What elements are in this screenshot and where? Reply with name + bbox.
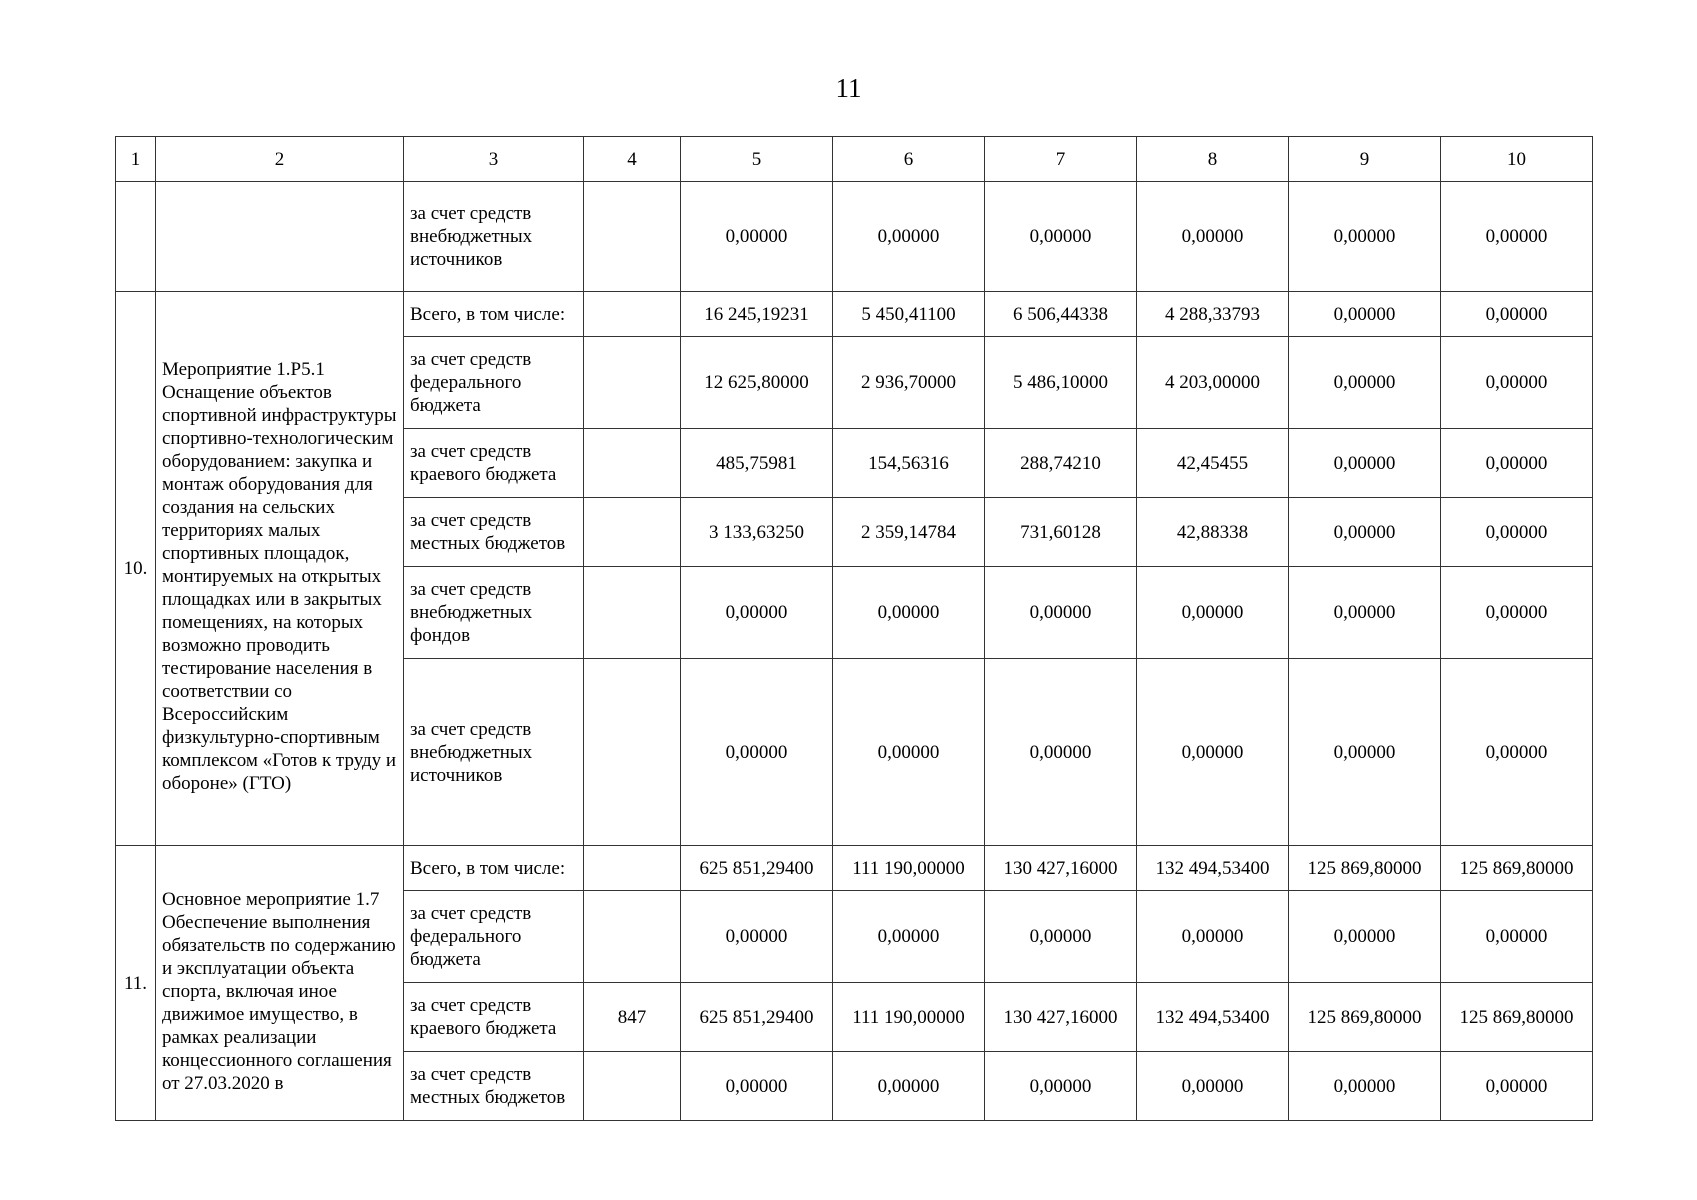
column-header: 4 — [584, 137, 681, 182]
value-cell: 0,00000 — [1441, 659, 1593, 846]
value-cell: 731,60128 — [985, 498, 1137, 567]
value-cell: 0,00000 — [681, 182, 833, 292]
funding-source: за счет средств федерального бюджета — [404, 891, 584, 983]
item-description: Мероприятие 1.Р5.1 Оснащение объектов спортивной инфраструктуры спортивно-технологическим оборудованием: закупка и монтаж оборудования для создания на сельских территориях малых спортивных площадок, монтируемых на открытых площадках или в закрытых помещениях, на которых возможно проводить тестирование населения в соответствии со Всероссийским физкультурно-спортивным комплексом «Готов к труду и обороне» (ГТО) — [156, 292, 404, 846]
value-cell: 0,00000 — [1289, 1052, 1441, 1121]
column-header: 3 — [404, 137, 584, 182]
value-cell: 0,00000 — [1441, 182, 1593, 292]
value-cell: 0,00000 — [1441, 567, 1593, 659]
value-cell: 0,00000 — [985, 659, 1137, 846]
value-cell: 132 494,53400 — [1137, 846, 1289, 891]
budget-table — [115, 136, 1593, 1121]
budget-code — [584, 659, 681, 846]
value-cell: 130 427,16000 — [985, 846, 1137, 891]
value-cell: 125 869,80000 — [1441, 846, 1593, 891]
value-cell: 0,00000 — [1137, 567, 1289, 659]
value-cell: 125 869,80000 — [1441, 983, 1593, 1052]
page-number: 11 — [835, 73, 862, 103]
value-cell: 0,00000 — [833, 182, 985, 292]
value-cell: 0,00000 — [1289, 182, 1441, 292]
column-header: 7 — [985, 137, 1137, 182]
budget-code — [584, 1052, 681, 1121]
value-cell: 0,00000 — [1441, 292, 1593, 337]
value-cell: 0,00000 — [1441, 498, 1593, 567]
value-cell: 0,00000 — [1137, 891, 1289, 983]
value-cell: 125 869,80000 — [1289, 846, 1441, 891]
item-description: Основное мероприятие 1.7 Обеспечение выполнения обязательств по содержанию и эксплуатации объекта спорта, включая иное движимое имущество, в рамках реализации концессионного соглашения от 27.03.2020 в — [156, 846, 404, 1121]
value-cell: 125 869,80000 — [1289, 983, 1441, 1052]
table-row — [116, 182, 1593, 292]
value-cell: 42,45455 — [1137, 429, 1289, 498]
value-cell: 0,00000 — [985, 891, 1137, 983]
value-cell: 0,00000 — [985, 1052, 1137, 1121]
value-cell: 0,00000 — [1441, 1052, 1593, 1121]
value-cell: 12 625,80000 — [681, 337, 833, 429]
value-cell: 0,00000 — [1289, 429, 1441, 498]
value-cell: 42,88338 — [1137, 498, 1289, 567]
value-cell: 111 190,00000 — [833, 983, 985, 1052]
column-header: 2 — [156, 137, 404, 182]
value-cell: 625 851,29400 — [681, 846, 833, 891]
column-header: 6 — [833, 137, 985, 182]
value-cell: 0,00000 — [681, 891, 833, 983]
value-cell: 0,00000 — [985, 567, 1137, 659]
value-cell: 0,00000 — [833, 567, 985, 659]
value-cell: 154,56316 — [833, 429, 985, 498]
funding-source: за счет средств местных бюджетов — [404, 498, 584, 567]
budget-code — [584, 429, 681, 498]
value-cell: 0,00000 — [1289, 292, 1441, 337]
column-header: 1 — [116, 137, 156, 182]
funding-source: за счет средств внебюджетных источников — [404, 659, 584, 846]
funding-source: за счет средств внебюджетных источников — [404, 182, 584, 292]
funding-source: за счет средств краевого бюджета — [404, 429, 584, 498]
value-cell: 0,00000 — [1441, 429, 1593, 498]
table-row — [116, 292, 1593, 337]
value-cell: 6 506,44338 — [985, 292, 1137, 337]
funding-source: за счет средств местных бюджетов — [404, 1052, 584, 1121]
value-cell: 0,00000 — [985, 182, 1137, 292]
value-cell: 0,00000 — [681, 1052, 833, 1121]
value-cell: 2 359,14784 — [833, 498, 985, 567]
value-cell: 0,00000 — [1441, 337, 1593, 429]
value-cell: 0,00000 — [1137, 182, 1289, 292]
description-cell — [156, 182, 404, 292]
funding-source: Всего, в том числе: — [404, 846, 584, 891]
value-cell: 0,00000 — [833, 659, 985, 846]
value-cell: 5 450,41100 — [833, 292, 985, 337]
funding-source: за счет средств внебюджетных фондов — [404, 567, 584, 659]
value-cell: 625 851,29400 — [681, 983, 833, 1052]
column-header: 10 — [1441, 137, 1593, 182]
funding-source: за счет средств федерального бюджета — [404, 337, 584, 429]
value-cell: 0,00000 — [1441, 891, 1593, 983]
value-cell: 0,00000 — [1289, 659, 1441, 846]
value-cell: 2 936,70000 — [833, 337, 985, 429]
column-header: 9 — [1289, 137, 1441, 182]
column-header: 8 — [1137, 137, 1289, 182]
value-cell: 0,00000 — [1289, 567, 1441, 659]
value-cell: 0,00000 — [681, 567, 833, 659]
value-cell: 0,00000 — [833, 891, 985, 983]
value-cell: 0,00000 — [1137, 659, 1289, 846]
item-number-cell — [116, 182, 156, 292]
header-row — [116, 137, 1593, 182]
column-header: 5 — [681, 137, 833, 182]
value-cell: 5 486,10000 — [985, 337, 1137, 429]
budget-code — [584, 498, 681, 567]
value-cell: 4 288,33793 — [1137, 292, 1289, 337]
value-cell: 0,00000 — [1289, 891, 1441, 983]
value-cell: 3 133,63250 — [681, 498, 833, 567]
budget-code — [584, 292, 681, 337]
budget-code — [584, 567, 681, 659]
value-cell: 132 494,53400 — [1137, 983, 1289, 1052]
budget-code — [584, 891, 681, 983]
funding-source: Всего, в том числе: — [404, 292, 584, 337]
budget-code — [584, 182, 681, 292]
value-cell: 0,00000 — [1137, 1052, 1289, 1121]
value-cell: 0,00000 — [1289, 337, 1441, 429]
budget-code — [584, 846, 681, 891]
value-cell: 288,74210 — [985, 429, 1137, 498]
value-cell: 16 245,19231 — [681, 292, 833, 337]
value-cell: 4 203,00000 — [1137, 337, 1289, 429]
item-number: 11. — [116, 846, 156, 1121]
value-cell: 0,00000 — [1289, 498, 1441, 567]
table-row — [116, 846, 1593, 891]
budget-code — [584, 337, 681, 429]
value-cell: 111 190,00000 — [833, 846, 985, 891]
funding-source: за счет средств краевого бюджета — [404, 983, 584, 1052]
value-cell: 0,00000 — [681, 659, 833, 846]
value-cell: 485,75981 — [681, 429, 833, 498]
budget-code: 847 — [584, 983, 681, 1052]
item-number: 10. — [116, 292, 156, 846]
value-cell: 130 427,16000 — [985, 983, 1137, 1052]
value-cell: 0,00000 — [833, 1052, 985, 1121]
